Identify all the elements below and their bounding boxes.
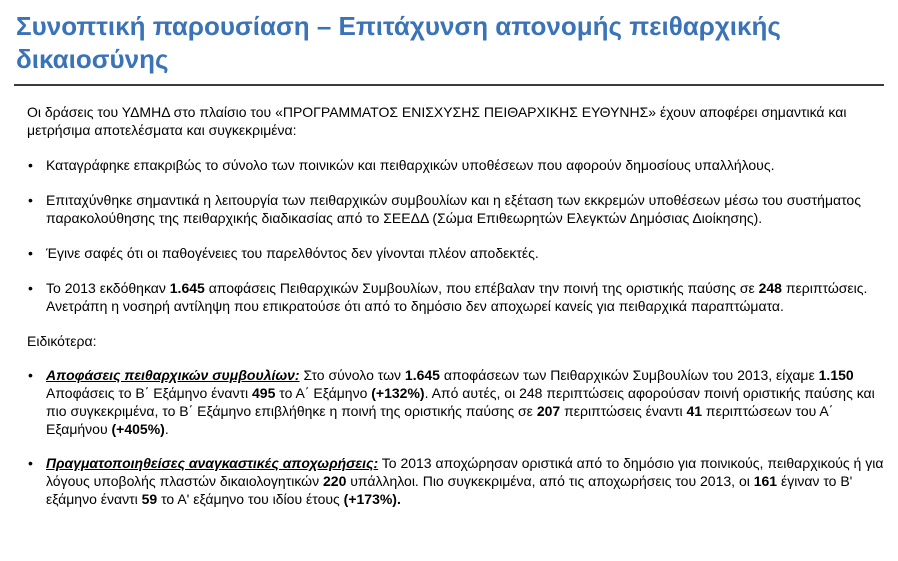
bullet-text: το Α΄ Εξάμηνο bbox=[275, 385, 372, 401]
bullet-text: . bbox=[164, 421, 169, 437]
bold-figure: 41 bbox=[686, 403, 703, 419]
bullet-text: υπάλληλοι. Πιο συγκεκριμένα, από τις αποχωρήσεις του 2013, οι bbox=[346, 473, 754, 489]
bullet-icon: • bbox=[28, 280, 33, 296]
bold-figure: 59 bbox=[141, 491, 158, 507]
bullet-text: περιπτώσεων του Α΄ Εξαμήνου bbox=[46, 403, 834, 437]
title-divider bbox=[14, 84, 884, 86]
document-body bbox=[27, 103, 885, 508]
item-lead: Αποφάσεις πειθαρχικών συμβουλίων: bbox=[46, 367, 300, 383]
bullet-text: Καταγράφηκε επακριβώς το σύνολο των ποινικών και πειθαρχικών υποθέσεων που αφορούν δημοσίους υπαλλήλους. bbox=[46, 157, 775, 173]
bullet-text: αποφάσεις Πειθαρχικών Συμβουλίων, που επέβαλαν την ποινή της οριστικής παύσης σε bbox=[204, 280, 759, 296]
bold-figure: 495 bbox=[252, 385, 276, 401]
bullet-text: το Α' εξάμηνο του ιδίου έτους bbox=[157, 491, 344, 507]
bullet-text: . Από αυτές, οι 248 περιπτώσεις αφορούσαν ποινή οριστικής παύσης και πιο συγκεκριμένα, το Β΄ Εξάμηνο επιβλήθηκε η ποινή της οριστικής παύσης σε bbox=[46, 385, 875, 419]
bullet-icon: • bbox=[28, 192, 33, 208]
list-item bbox=[27, 279, 885, 315]
bullet-icon: • bbox=[28, 455, 33, 471]
intro-paragraph: Οι δράσεις του ΥΔΜΗΔ στο πλαίσιο του «ΠΡΟΓΡΑΜΜΑΤΟΣ ΕΝΙΣΧΥΣΗΣ ΠΕΙΘΑΡΧΙΚΗΣ ΕΥΘΥΝΗΣ» έχουν αποφέρει σημαντικά και μετρήσιμα αποτελέσματα και συγκεκριμένα: bbox=[27, 104, 847, 138]
bullet-icon: • bbox=[28, 367, 33, 383]
list-item bbox=[27, 156, 885, 174]
item-lead: Πραγματοποιηθείσες αναγκαστικές αποχωρήσεις: bbox=[46, 455, 379, 471]
bullet-text: Έγινε σαφές ότι οι παθογένειες του παρελθόντος δεν γίνονται πλέον αποδεκτές. bbox=[46, 245, 539, 261]
bullet-icon: • bbox=[28, 157, 33, 173]
bullet-text: Το 2013 εκδόθηκαν bbox=[46, 280, 170, 296]
bullet-text: περιπτώσεις έναντι bbox=[560, 403, 687, 419]
bold-figure: 1.645 bbox=[404, 367, 440, 383]
bullet-text: Στο σύνολο των bbox=[299, 367, 405, 383]
bullet-text: Το 2013 αποχώρησαν οριστικά από το δημόσιο για ποινικούς, πειθαρχικούς ή για λόγους υποβολής πλαστών δικαιολογητικών bbox=[46, 455, 884, 489]
bold-figure: 220 bbox=[323, 473, 347, 489]
subheading: Ειδικότερα: bbox=[27, 333, 97, 349]
bold-figure: 161 bbox=[753, 473, 778, 489]
page-title: Συνοπτική παρουσίαση – Επιτάχυνση απονομής πειθαρχικής δικαιοσύνης bbox=[16, 11, 781, 74]
bold-figure: 1.150 bbox=[818, 367, 854, 383]
bullet-text: περιπτώσεις. Ανετράπη η νοσηρή αντίληψη που επικρατούσε ότι από το δημόσιο δεν αποχωρεί κανείς για πειθαρχικά παραπτώματα. bbox=[46, 280, 868, 314]
details-list bbox=[27, 366, 885, 508]
bullet-text: Επιταχύνθηκε σημαντικά η λειτουργία των πειθαρχικών συμβουλίων και η εξέταση των εκκρεμών υποθέσεων μέσω του συστήματος παρακολούθησης της πειθαρχικής διαδικασίας από το ΣΕΕΔΔ (Σώμα Επιθεωρητών Ελεγκτών Δημόσιας Διοίκησης). bbox=[46, 192, 861, 226]
bullet-icon: • bbox=[28, 245, 33, 261]
list-item bbox=[27, 191, 885, 227]
bold-figure: 207 bbox=[536, 403, 561, 419]
list-item bbox=[27, 244, 885, 262]
bullet-text: έγιναν το Β' εξάμηνο έναντι bbox=[46, 473, 853, 507]
list-item bbox=[27, 366, 885, 438]
bold-figure: 1.645 bbox=[169, 280, 205, 296]
list-item bbox=[27, 454, 885, 508]
results-list bbox=[27, 156, 885, 315]
bold-figure: 248 bbox=[758, 280, 782, 296]
bullet-text: Αποφάσεις το Β΄ Εξάμηνο έναντι bbox=[46, 385, 253, 401]
bold-figure: (+405%) bbox=[111, 421, 165, 437]
bold-figure: (+132%) bbox=[371, 385, 425, 401]
bullet-text: αποφάσεων των Πειθαρχικών Συμβουλίων του 2013, είχαμε bbox=[439, 367, 819, 383]
bold-figure: (+173%). bbox=[343, 491, 401, 507]
